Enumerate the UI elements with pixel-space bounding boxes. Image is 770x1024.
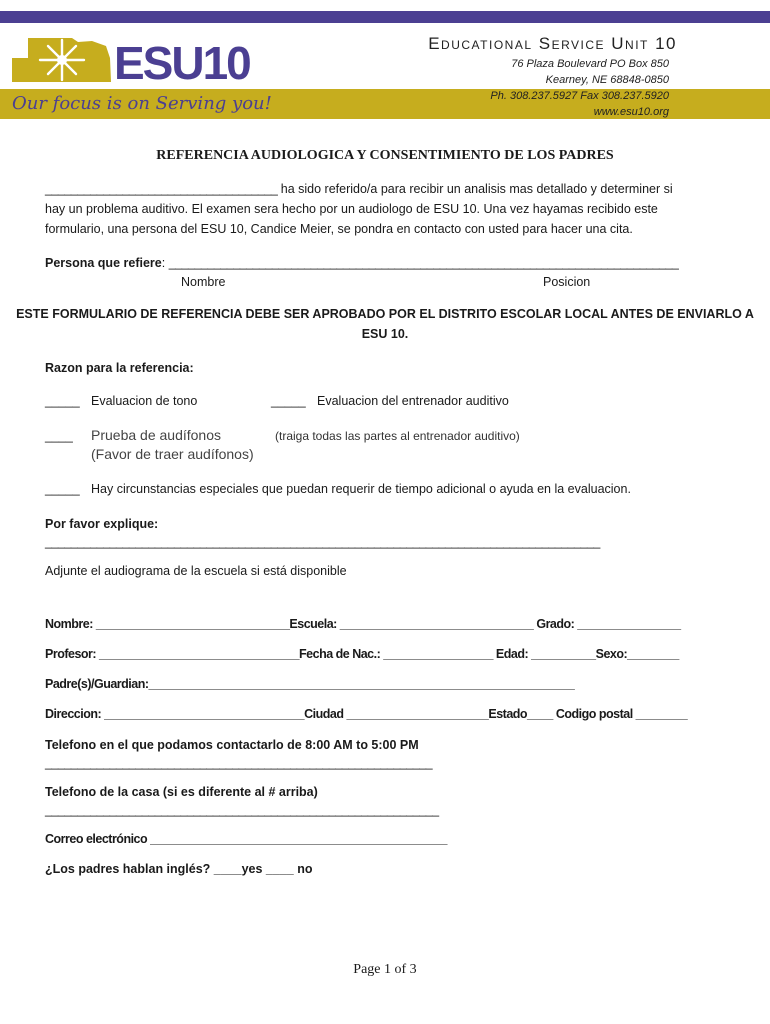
name-school-grade-row[interactable]: Nombre: ______________________________Escuela: ______________________________ Grado: ________________ <box>45 617 681 631</box>
tone-eval-label: Evaluacion de tono <box>91 394 198 408</box>
logo-wordmark: ESU10 <box>114 37 250 86</box>
english-question-row[interactable]: ¿Los padres hablan inglés? ____yes ____ no <box>45 862 313 876</box>
position-caption: Posicion <box>543 275 591 289</box>
teacher-dob-age-sex-row[interactable]: Profesor: _______________________________Fecha de Nac.: _________________ Edad: __________Sexo:________ <box>45 647 679 661</box>
contact-phone-blank[interactable]: ____________________________________________________________ <box>45 756 433 770</box>
attach-audiogram-note: Adjunte el audiograma de la escuela si está disponible <box>45 564 347 578</box>
reason-label: Razon para la referencia: <box>45 361 194 375</box>
hearing-aid-label: Prueba de audífonos <box>91 427 221 443</box>
referrer-blank[interactable]: _______________________________________________________________________________ <box>168 256 679 270</box>
address-city-state-zip-row[interactable]: Direccion: _______________________________Ciudad ______________________Estado____ Codigo postal ________ <box>45 707 688 721</box>
intro-line-1: ____________________________________ ha sido referido/a para recibir un analisis mas detallado y determiner si <box>45 182 673 196</box>
trainer-eval-blank[interactable]: _____ <box>271 394 306 408</box>
org-name: Educational Service Unit 10 <box>428 34 677 53</box>
page-number: Page 1 of 3 <box>353 962 417 977</box>
header-top-bar <box>0 11 770 23</box>
referrer-label: Persona que refiere <box>45 256 162 270</box>
contact-phone-label: Telefono en el que podamos contactarlo de 8:00 AM to 5:00 PM <box>45 738 419 752</box>
student-name-blank[interactable]: ____________________________________ <box>45 182 278 196</box>
approval-notice-line-2: ESU 10. <box>361 327 409 341</box>
home-phone-blank[interactable]: _____________________________________________________________ <box>45 803 439 817</box>
name-caption: Nombre <box>181 275 226 289</box>
tagline: Our focus is on Serving you! <box>12 93 272 114</box>
hearing-aid-note: (Favor de traer audífonos) <box>91 446 254 462</box>
explain-label: Por favor explique: <box>45 517 159 531</box>
home-phone-label: Telefono de la casa (si es diferente al # arriba) <box>45 785 318 799</box>
special-circ-label: Hay circunstancias especiales que puedan requerir de tiempo adicional o ayuda en la evaluacion. <box>91 482 631 496</box>
website-link[interactable]: www.esu10.org <box>593 106 669 118</box>
parent-guardian-row[interactable]: Padre(s)/Guardian:__________________________________________________________________ <box>45 677 575 691</box>
phone-fax: Ph. 308.237.5927 Fax 308.237.5920 <box>490 90 669 102</box>
hearing-aid-blank[interactable]: ____ <box>45 429 73 443</box>
address-line-2: Kearney, NE 68848-0850 <box>545 74 669 86</box>
intro-line-3: formulario, una persona del ESU 10, Candice Meier, se pondra en contacto con usted para hacer una cita. <box>45 222 633 236</box>
special-circ-blank[interactable]: _____ <box>45 482 80 496</box>
address-line-1: 76 Plaza Boulevard PO Box 850 <box>511 58 669 70</box>
intro-line-2: hay un problema auditivo. El examen sera hecho por un audiologo de ESU 10. Una vez hayamas recibido este <box>45 202 658 216</box>
referrer-row: Persona que refiere: _______________________________________________________________________________ <box>45 256 679 270</box>
trainer-parts-note: (traiga todas las partes al entrenador auditivo) <box>275 429 520 443</box>
form-title: REFERENCIA AUDIOLOGICA Y CONSENTIMIENTO DE LOS PADRES <box>156 148 614 163</box>
explain-blank[interactable]: ______________________________________________________________________________________ <box>45 535 600 549</box>
approval-notice-line-1: ESTE FORMULARIO DE REFERENCIA DEBE SER APROBADO POR EL DISTRITO ESCOLAR LOCAL ANTES DE ENVIARLO A <box>16 307 754 321</box>
trainer-eval-label: Evaluacion del entrenador auditivo <box>317 394 509 408</box>
tone-eval-blank[interactable]: _____ <box>45 394 80 408</box>
esu10-logo <box>10 36 278 86</box>
email-row[interactable]: Correo electrónico ______________________________________________ <box>45 832 447 846</box>
